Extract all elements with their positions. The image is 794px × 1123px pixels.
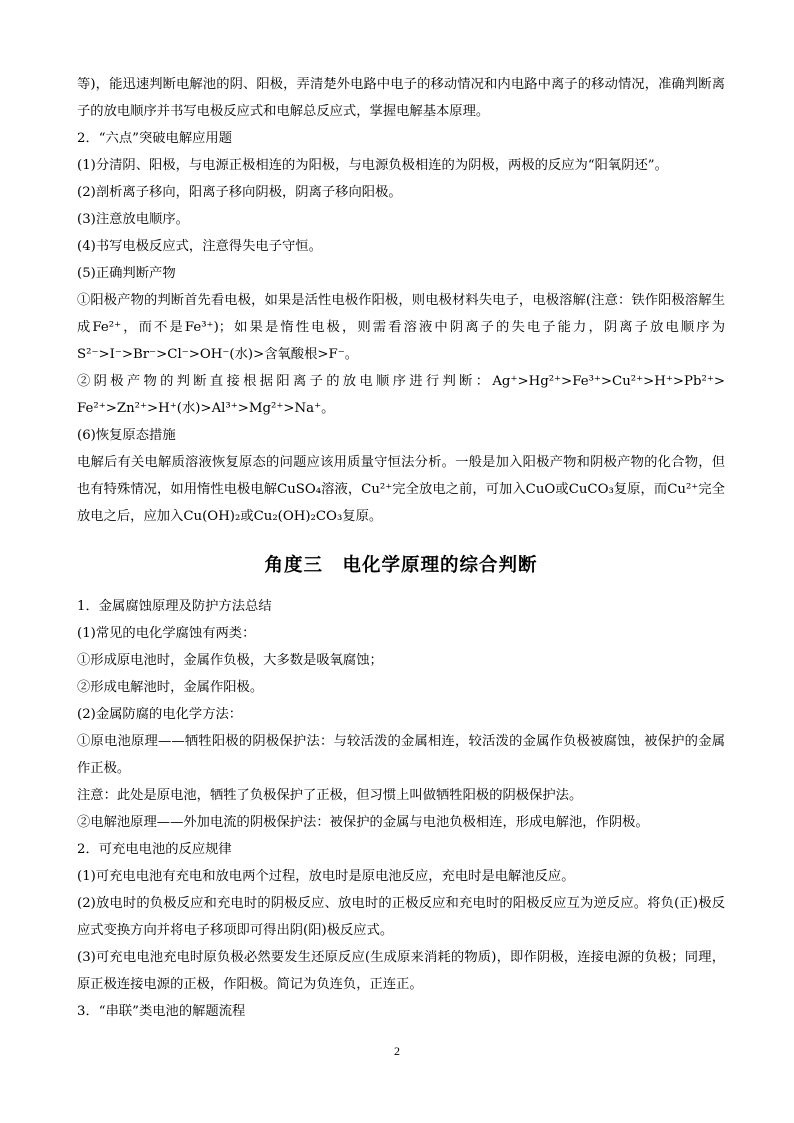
section3-item: (3)可充电电池充电时原负极必然要发生还原反应(生成原来消耗的物质)，即作阴极，连接电源的负极；同理，原正极连接电源的正极，作阳极。简记为负连负，正连正。 xyxy=(77,950,725,992)
part2-item-4: (4)书写电极反应式，注意得失电子守恒。 xyxy=(77,239,322,254)
part2-item-6: (6)恢复原态措施 xyxy=(77,428,176,443)
part2-item-5-cathode: ②阴极产物的判断直接根据阳离子的放电顺序进行判断：Ag⁺>Hg²⁺>Fe³⁺>Cu²⁺>H⁺>Pb²⁺> Fe²⁺>Zn²⁺>H⁺(水)>Al³⁺>Mg²⁺>Na⁺。 xyxy=(77,374,725,416)
part2-item-1: (1)分清阴、阳极，与电源正极相连的为阳极，与电源负极相连的为阴极，两极的反应为“阳氧阴还”。 xyxy=(77,158,668,173)
section3-item: 1．金属腐蚀原理及防护方法总结 xyxy=(77,599,272,614)
section3-item: ①形成原电池时，金属作负极，大多数是吸氧腐蚀； xyxy=(77,653,383,668)
section3-item: (1)常见的电化学腐蚀有两类： xyxy=(77,626,256,641)
section3-item: 3．“串联”类电池的解题流程 xyxy=(77,1004,246,1019)
section3-item: 注意：此处是原电池，牺牲了负极保护了正极，但习惯上叫做牺牲阳极的阴极保护法。 xyxy=(77,788,583,803)
section-title: 角度三 电化学原理的综合判断 xyxy=(264,555,538,576)
section3-item: ②电解池原理——外加电流的阴极保护法：被保护的金属与电池负极相连，形成电解池，作阴极。 xyxy=(77,815,649,830)
page-number: 2 xyxy=(394,1044,400,1058)
section3-item: (1)可充电电池有充电和放电两个过程，放电时是原电池反应，充电时是电解池反应。 xyxy=(77,869,575,884)
section3-item: ①原电池原理——牺牲阳极的阴极保护法：与较活泼的金属相连，较活泼的金属作负极被腐蚀，被保护的金属作正极。 xyxy=(77,734,725,776)
section3-item: ②形成电解池时，金属作阳极。 xyxy=(77,680,264,695)
part2-item-5: (5)正确判断产物 xyxy=(77,266,176,281)
section3-item: 2．可充电电池的反应规律 xyxy=(77,842,232,857)
part2-item-2: (2)剖析离子移向，阳离子移向阴极，阴离子移向阳极。 xyxy=(77,185,402,200)
part2-item-3: (3)注意放电顺序。 xyxy=(77,212,189,227)
part2-item-5-anode: ①阳极产物的判断首先看电极，如果是活性电极作阳极，则电极材料失电子，电极溶解(注意：铁作阳极溶解生成Fe²⁺，而不是Fe³⁺)；如果是惰性电极，则需看溶液中阴离子的失电子能力，阴离子放电顺序为S²⁻>I⁻>Br⁻>Cl⁻>OH⁻(水)>含氧酸根>F⁻。 xyxy=(77,293,725,362)
part2-item-6-detail: 电解后有关电解质溶液恢复原态的问题应该用质量守恒法分析。一般是加入阳极产物和阴极产物的化合物，但也有特殊情况，如用惰性电极电解CuSO₄溶液，Cu²⁺完全放电之前，可加入CuO或CuCO₃复原，而Cu²⁺完全放电之后，应加入Cu(OH)₂或Cu₂(OH)₂CO₃复原。 xyxy=(77,455,725,524)
section3-item: (2)金属防腐的电化学方法： xyxy=(77,707,243,722)
page-content xyxy=(77,71,725,1025)
section3-item: (2)放电时的负极反应和充电时的阴极反应、放电时的正极反应和充电时的阳极反应互为逆反应。将负(正)极反应式变换方向并将电子移项即可得出阴(阳)极反应式。 xyxy=(77,896,725,938)
part2-heading: 2．“六点”突破电解应用题 xyxy=(77,131,233,146)
intro-paragraph: 等)，能迅速判断电解池的阴、阳极，弄清楚外电路中电子的移动情况和内电路中离子的移动情况，准确判断离子的放电顺序并书写电极反应式和电解总反应式，掌握电解基本原理。 xyxy=(77,77,725,119)
